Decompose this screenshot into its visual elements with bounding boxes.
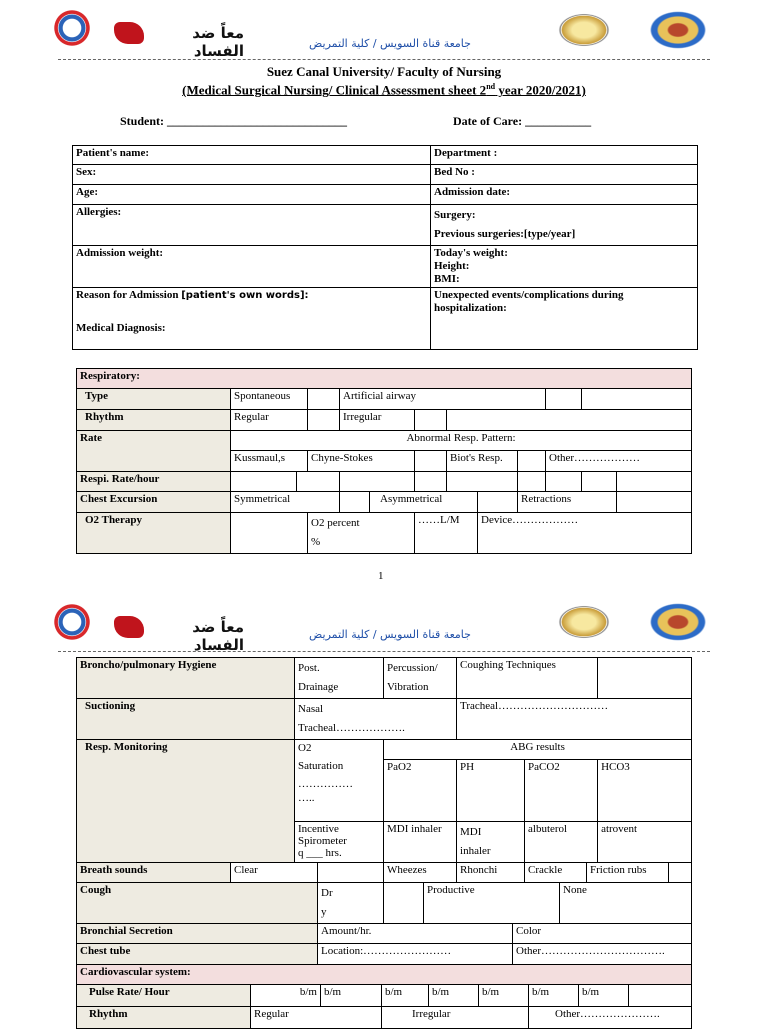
- rate-hour-cell[interactable]: [415, 472, 447, 492]
- other-option: Other………………: [546, 451, 692, 472]
- surgery-field[interactable]: Surgery: Previous surgeries:[type/year]: [431, 205, 698, 246]
- pulse-bm-cell[interactable]: b/m: [529, 985, 579, 1007]
- mdi-option[interactable]: MDI inhaler: [457, 822, 525, 863]
- location-field[interactable]: Location:……………………: [318, 944, 513, 965]
- pulse-bm-cell[interactable]: b/m: [382, 985, 429, 1007]
- page-title: Suez Canal University/ Faculty of Nursing: [266, 64, 502, 79]
- rate-hour-cell[interactable]: [582, 472, 617, 492]
- chest-tube-other-field[interactable]: Other…………………………….: [513, 944, 692, 965]
- artificial-airway-option: Artificial airway: [340, 389, 546, 410]
- biots-option: Biot's Resp.: [447, 451, 518, 472]
- rate-hour-cell[interactable]: [231, 472, 297, 492]
- pulse-bm-cell[interactable]: b/m: [429, 985, 479, 1007]
- admission-weight-field[interactable]: Admission weight:: [73, 246, 431, 288]
- rate-label: Rate: [77, 431, 231, 472]
- suez-canal-university-logo-icon: [648, 10, 708, 50]
- nursing-faculty-logo-icon: [48, 604, 96, 640]
- breath-sounds-blank[interactable]: [669, 863, 692, 883]
- date-of-care-field[interactable]: Date of Care: ___________: [453, 114, 592, 128]
- patient-info-table: [72, 145, 698, 350]
- broncho-hygiene-label: Broncho/pulmonary Hygiene: [77, 658, 295, 699]
- asymmetrical-option: Asymmetrical: [370, 492, 478, 513]
- cardio-regular-option[interactable]: Regular: [251, 1007, 382, 1029]
- nursing-faculty-logo-icon: [48, 10, 96, 46]
- allergies-field[interactable]: Allergies:: [73, 205, 431, 246]
- rate-hour-cell[interactable]: [518, 472, 546, 492]
- respiratory-continued-table: [76, 657, 692, 985]
- wheezes-option[interactable]: Wheezes: [384, 863, 457, 883]
- header-top: [0, 0, 768, 62]
- rhonchi-option[interactable]: Rhonchi: [457, 863, 525, 883]
- paco2-field[interactable]: PaCO2: [525, 760, 598, 822]
- anti-corruption-text: معاً ضد الفساد: [192, 618, 244, 654]
- rate-hour-cell[interactable]: [447, 472, 518, 492]
- bronchial-secretion-label: Bronchial Secretion: [77, 924, 318, 944]
- none-option[interactable]: None: [560, 883, 692, 924]
- age-field[interactable]: Age:: [73, 185, 431, 205]
- cheyne-check[interactable]: [415, 451, 447, 472]
- university-seal-icon: [556, 604, 612, 640]
- clear-option[interactable]: Clear: [231, 863, 318, 883]
- cardio-other-option[interactable]: Other………………….: [529, 1007, 692, 1029]
- artificial-airway-check[interactable]: [546, 389, 582, 410]
- reason-for-admission-field[interactable]: Reason for Admission [patient's own words]: Medical Diagnosis:: [73, 288, 431, 350]
- cheyne-stokes-option: Chyne-Stokes: [308, 451, 415, 472]
- spontaneous-check[interactable]: [308, 389, 340, 410]
- kussmaul-option: Kussmaul,s: [231, 451, 308, 472]
- nasal-tracheal-option[interactable]: Nasal Tracheal……………….: [295, 699, 457, 740]
- albuterol-option[interactable]: albuterol: [525, 822, 598, 863]
- anti-corruption-hands-icon: [114, 616, 144, 638]
- patient-name-field[interactable]: Patient's name:: [73, 146, 431, 165]
- dry-option[interactable]: Dr y: [318, 883, 384, 924]
- rate-hour-cell[interactable]: [546, 472, 582, 492]
- rhythm-label: Rhythm: [77, 410, 231, 431]
- cardio-rhythm-label: Rhythm: [77, 1007, 251, 1029]
- university-arabic-header: جامعة قناة السويس / كلية التمريض: [309, 628, 471, 641]
- sex-field[interactable]: Sex:: [73, 165, 431, 185]
- abnormal-pattern-label: Abnormal Resp. Pattern:: [231, 431, 692, 451]
- friction-rubs-option[interactable]: Friction rubs: [587, 863, 669, 883]
- university-arabic-header: جامعة قناة السويس / كلية التمريض: [309, 37, 471, 50]
- pulse-rate-label: Pulse Rate/ Hour: [77, 985, 251, 1007]
- o2-therapy-label: O2 Therapy: [77, 513, 231, 554]
- type-blank[interactable]: [582, 389, 692, 410]
- amount-per-hour-field[interactable]: Amount/hr.: [318, 924, 513, 944]
- unexpected-events-field[interactable]: Unexpected events/complications during hospitalization:: [431, 288, 698, 350]
- rate-hour-cell[interactable]: [297, 472, 340, 492]
- rhythm-blank[interactable]: [447, 410, 692, 431]
- cardiovascular-table: [76, 984, 692, 1029]
- page-number: 1: [378, 570, 384, 582]
- department-field[interactable]: Department :: [431, 146, 698, 165]
- irregular-option: Irregular: [340, 410, 415, 431]
- respiratory-table: [76, 368, 692, 554]
- bed-no-field[interactable]: Bed No :: [431, 165, 698, 185]
- admission-date-field[interactable]: Admission date:: [431, 185, 698, 205]
- suez-canal-university-logo-icon: [648, 602, 708, 642]
- o2-saturation-field[interactable]: O2 Saturation …………… …..: [295, 740, 384, 822]
- student-field[interactable]: Student: ______________________________: [120, 114, 348, 128]
- rate-hour-cell[interactable]: [340, 472, 415, 492]
- incentive-spirometer-option[interactable]: Incentive Spirometer q ___ hrs.: [295, 822, 384, 863]
- liters-per-minute-field[interactable]: ……L/M: [415, 513, 478, 554]
- dry-check[interactable]: [384, 883, 424, 924]
- spontaneous-option: Spontaneous: [231, 389, 308, 410]
- biots-check[interactable]: [518, 451, 546, 472]
- regular-check[interactable]: [308, 410, 340, 431]
- crackle-option[interactable]: Crackle: [525, 863, 587, 883]
- chest-excursion-label: Chest Excursion: [77, 492, 231, 513]
- o2-percent-field[interactable]: O2 percent %: [308, 513, 415, 554]
- pulse-bm-cell[interactable]: [629, 985, 692, 1007]
- university-seal-icon: [556, 12, 612, 48]
- anti-corruption-text: معاً ضد الفساد: [192, 24, 244, 60]
- tracheal-option[interactable]: Tracheal…………………………: [457, 699, 692, 740]
- cardio-irregular-option[interactable]: Irregular: [382, 1007, 529, 1029]
- ph-field[interactable]: PH: [457, 760, 525, 822]
- color-field[interactable]: Color: [513, 924, 692, 944]
- asymmetrical-check[interactable]: [478, 492, 518, 513]
- hco3-field[interactable]: HCO3: [598, 760, 692, 822]
- retractions-option: Retractions: [518, 492, 617, 513]
- header-page-2: [0, 596, 768, 656]
- broncho-blank[interactable]: [598, 658, 692, 699]
- regular-option: Regular: [231, 410, 308, 431]
- pulse-bm-cell[interactable]: b/m: [321, 985, 382, 1007]
- device-field[interactable]: Device………………: [478, 513, 692, 554]
- symmetrical-option: Symmetrical: [231, 492, 340, 513]
- anti-corruption-hands-icon: [114, 22, 144, 44]
- symmetrical-check[interactable]: [340, 492, 370, 513]
- pulse-bm-cell[interactable]: b/m: [579, 985, 629, 1007]
- respi-rate-hour-label: Respi. Rate/hour: [77, 472, 231, 492]
- chest-tube-label: Chest tube: [77, 944, 318, 965]
- type-label: Type: [77, 389, 231, 410]
- abg-results-header: ABG results: [384, 740, 692, 760]
- pulse-bm-cell[interactable]: b/m: [251, 985, 321, 1007]
- page-subtitle: (Medical Surgical Nursing/ Clinical Assessment sheet 2nd year 2020/2021): [182, 82, 586, 98]
- productive-option[interactable]: Productive: [424, 883, 560, 924]
- header-divider: [58, 651, 710, 652]
- header-divider: [58, 59, 710, 60]
- pulse-bm-cell[interactable]: b/m: [479, 985, 529, 1007]
- todays-weight-field[interactable]: Today's weight: Height: BMI:: [431, 246, 698, 288]
- percussion-vibration-option[interactable]: Percussion/ Vibration: [384, 658, 457, 699]
- coughing-techniques-option[interactable]: Coughing Techniques: [457, 658, 598, 699]
- rate-hour-cell[interactable]: [617, 472, 692, 492]
- breath-sounds-label: Breath sounds: [77, 863, 231, 883]
- post-drainage-option[interactable]: Post. Drainage: [295, 658, 384, 699]
- mdi-inhaler-option[interactable]: MDI inhaler: [384, 822, 457, 863]
- irregular-check[interactable]: [415, 410, 447, 431]
- cardiovascular-section-header: Cardiovascular system:: [77, 965, 692, 985]
- cough-label: Cough: [77, 883, 318, 924]
- o2-therapy-blank[interactable]: [231, 513, 308, 554]
- pao2-field[interactable]: PaO2: [384, 760, 457, 822]
- respiratory-section-header: Respiratory:: [77, 369, 692, 389]
- clear-check[interactable]: [318, 863, 384, 883]
- suctioning-label: Suctioning: [77, 699, 295, 740]
- retractions-check[interactable]: [617, 492, 692, 513]
- resp-monitoring-label: Resp. Monitoring: [77, 740, 295, 863]
- atrovent-option[interactable]: atrovent: [598, 822, 692, 863]
